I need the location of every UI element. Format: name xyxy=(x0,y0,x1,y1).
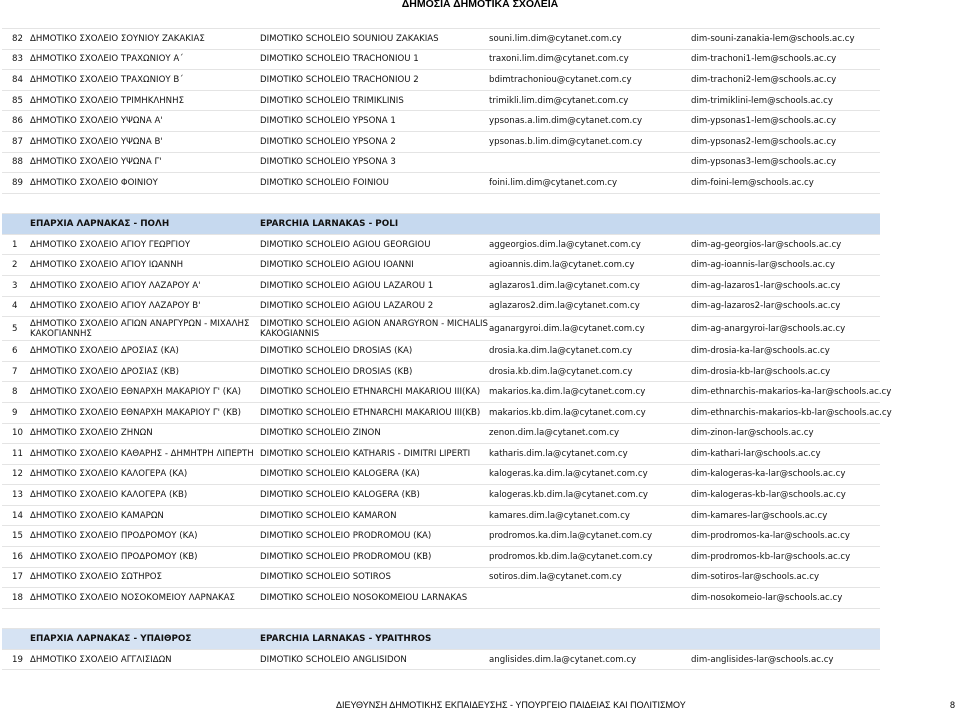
school-number: 89 xyxy=(12,177,23,188)
school-email: drosia.kb.dim.la@cytanet.com.cy xyxy=(489,366,633,377)
school-schools-email: dim-anglisides-lar@schools.ac.cy xyxy=(691,654,834,665)
table-row xyxy=(2,588,880,609)
table-row xyxy=(2,70,880,91)
school-number: 86 xyxy=(12,116,23,127)
table-row xyxy=(2,255,880,276)
table-row xyxy=(2,526,880,547)
school-email: souni.lim.dim@cytanet.com.cy xyxy=(489,33,622,44)
school-name-latin: DIMOTIKO SCHOLEIO KAMARON xyxy=(260,510,397,521)
school-number: 8 xyxy=(12,387,18,398)
school-name-latin: DIMOTIKO SCHOLEIO KATHARIS - DIMITRI LIPERTI xyxy=(260,448,471,459)
table-row xyxy=(2,465,880,486)
school-number: 14 xyxy=(12,510,23,521)
school-email: aganargyroi.dim.la@cytanet.com.cy xyxy=(489,323,645,334)
school-name-latin: DIMOTIKO SCHOLEIO ZINON xyxy=(260,428,381,439)
table-row xyxy=(2,132,880,153)
school-number: 3 xyxy=(12,280,18,291)
school-schools-email: dim-ag-lazaros2-lar@schools.ac.cy xyxy=(691,301,841,312)
school-email: aglazaros1.dim.la@cytanet.com.cy xyxy=(489,280,640,291)
school-email: katharis.dim.la@cytanet.com.cy xyxy=(489,448,628,459)
school-email: prodromos.ka.dim.la@cytanet.com.cy xyxy=(489,531,653,542)
school-number: 18 xyxy=(12,593,23,604)
school-email: kalogeras.kb.dim.la@cytanet.com.cy xyxy=(489,490,649,501)
school-schools-email: dim-ypsonas3-lem@schools.ac.cy xyxy=(691,157,837,168)
school-email: aggeorgios.dim.la@cytanet.com.cy xyxy=(489,239,641,250)
school-number: 4 xyxy=(12,301,18,312)
school-name-latin: DIMOTIKO SCHOLEIO PRODROMOU (KB) xyxy=(260,551,432,562)
school-name-latin: DIMOTIKO SCHOLEIO AGIOU GEORGIOU xyxy=(260,239,431,250)
school-schools-email: dim-ethnarchis-makarios-kb-lar@schools.ac.cy xyxy=(691,407,892,418)
school-email: ypsonas.b.lim.dim@cytanet.com.cy xyxy=(489,136,643,147)
school-schools-email: dim-kamares-lar@schools.ac.cy xyxy=(691,510,828,521)
school-number: 83 xyxy=(12,54,23,65)
school-schools-email: dim-drosia-kb-lar@schools.ac.cy xyxy=(691,366,831,377)
school-email: makarios.ka.dim.la@cytanet.com.cy xyxy=(489,387,646,398)
school-name-latin: DIMOTIKO SCHOLEIO TRIMIKLINIS xyxy=(260,95,404,106)
table-row xyxy=(2,547,880,568)
table-row xyxy=(2,341,880,362)
school-number: 87 xyxy=(12,136,23,147)
school-name-latin: DIMOTIKO SCHOLEIO KALOGERA (KA) xyxy=(260,469,420,480)
school-number: 17 xyxy=(12,572,23,583)
table-row xyxy=(2,153,880,174)
school-schools-email: dim-zinon-lar@schools.ac.cy xyxy=(691,428,814,439)
school-email: trimikli.lim.dim@cytanet.com.cy xyxy=(489,95,629,106)
school-name-greek: ΔΗΜΟΤΙΚΟ ΣΧΟΛΕΙΟ ΠΡΟΔΡΟΜΟΥ (ΚΒ) xyxy=(30,551,198,562)
school-name-latin: DIMOTIKO SCHOLEIO AGION ANARGYRON - MICHALIS KAKOGIANNIS xyxy=(260,318,488,339)
school-number: 10 xyxy=(12,428,23,439)
school-name-latin: DIMOTIKO SCHOLEIO YPSONA 1 xyxy=(260,116,396,127)
school-name-latin: DIMOTIKO SCHOLEIO AGIOU IOANNI xyxy=(260,260,414,271)
school-schools-email: dim-kalogeras-ka-lar@schools.ac.cy xyxy=(691,469,846,480)
table-row xyxy=(2,111,880,132)
school-schools-email: dim-souni-zanakia-lem@schools.ac.cy xyxy=(691,33,855,44)
spacer-row xyxy=(2,194,880,214)
school-schools-email: dim-ag-lazaros1-lar@schools.ac.cy xyxy=(691,280,841,291)
school-schools-email: dim-ag-ioannis-lar@schools.ac.cy xyxy=(691,260,835,271)
school-name-greek: ΔΗΜΟΤΙΚΟ ΣΧΟΛΕΙΟ ΔΡΟΣΙΑΣ (ΚΑ) xyxy=(30,345,179,356)
school-schools-email: dim-ag-anargyroi-lar@schools.ac.cy xyxy=(691,323,846,334)
school-schools-email: dim-prodromos-ka-lar@schools.ac.cy xyxy=(691,531,850,542)
school-number: 82 xyxy=(12,33,23,44)
school-schools-email: dim-kathari-lar@schools.ac.cy xyxy=(691,448,821,459)
school-number: 7 xyxy=(12,366,18,377)
school-name-greek: ΔΗΜΟΤΙΚΟ ΣΧΟΛΕΙΟ ΚΑΛΟΓΕΡΑ (ΚΒ) xyxy=(30,490,188,501)
school-number: 11 xyxy=(12,448,23,459)
spacer-row xyxy=(2,609,880,629)
school-email: sotiros.dim.la@cytanet.com.cy xyxy=(489,572,622,583)
school-name-greek: ΔΗΜΟΤΙΚΟ ΣΧΟΛΕΙΟ ΑΓΙΟΥ ΛΑΖΑΡΟΥ Β' xyxy=(30,301,201,312)
page-title: ΔΗΜΟΣΙΑ ΔΗΜΟΤΙΚΑ ΣΧΟΛΕΙΑ xyxy=(401,0,559,10)
school-name-latin: DIMOTIKO SCHOLEIO DROSIAS (KB) xyxy=(260,366,413,377)
school-name-latin: DIMOTIKO SCHOLEIO ETHNARCHI MAKARIOU III(KB) xyxy=(260,407,481,418)
school-schools-email: dim-drosia-ka-lar@schools.ac.cy xyxy=(691,345,830,356)
school-schools-email: dim-trimiklini-lem@schools.ac.cy xyxy=(691,95,833,106)
table-group-bottom xyxy=(2,650,880,671)
table-row xyxy=(2,91,880,112)
table-group-mid xyxy=(2,235,892,609)
school-name-greek: ΔΗΜΟΤΙΚΟ ΣΧΟΛΕΙΟ ΣΩΤΗΡΟΣ xyxy=(30,572,162,583)
school-number: 88 xyxy=(12,157,23,168)
school-name-greek: ΔΗΜΟΤΙΚΟ ΣΧΟΛΕΙΟ ΑΓΙΟΥ ΓΕΩΡΓΙΟΥ xyxy=(30,239,191,250)
school-email: ypsonas.a.lim.dim@cytanet.com.cy xyxy=(489,116,643,127)
school-number: 9 xyxy=(12,407,18,418)
school-name-greek: ΔΗΜΟΤΙΚΟ ΣΧΟΛΕΙΟ ΦΟΙΝΙΟΥ xyxy=(30,177,158,188)
school-name-greek: ΔΗΜΟΤΙΚΟ ΣΧΟΛΕΙΟ ΚΑΘΑΡΗΣ - ΔΗΜΗΤΡΗ ΛΙΠΕΡΤΗ xyxy=(30,448,254,459)
school-number: 13 xyxy=(12,490,23,501)
school-name-greek: ΔΗΜΟΤΙΚΟ ΣΧΟΛΕΙΟ ΣΟΥΝΙΟΥ ΖΑΚΑΚΙΑΣ xyxy=(30,33,205,44)
school-email: kalogeras.ka.dim.la@cytanet.com.cy xyxy=(489,469,648,480)
school-schools-email: dim-ag-georgios-lar@schools.ac.cy xyxy=(691,239,842,250)
school-name-greek: ΔΗΜΟΤΙΚΟ ΣΧΟΛΕΙΟ ΑΓΙΟΥ ΙΩΑΝΝΗ xyxy=(30,260,184,271)
school-schools-email: dim-sotiros-lar@schools.ac.cy xyxy=(691,572,820,583)
table-row xyxy=(2,444,880,465)
school-number: 12 xyxy=(12,469,23,480)
school-name-greek: ΔΗΜΟΤΙΚΟ ΣΧΟΛΕΙΟ ΤΡΙΜΗΚΛΗΝΗΣ xyxy=(30,95,184,106)
school-name-greek: ΔΗΜΟΤΙΚΟ ΣΧΟΛΕΙΟ ΚΑΛΟΓΕΡΑ (ΚΑ) xyxy=(30,469,188,480)
table-row xyxy=(2,235,880,256)
table-row xyxy=(2,485,880,506)
school-email: makarios.kb.dim.la@cytanet.com.cy xyxy=(489,407,646,418)
school-name-latin: DIMOTIKO SCHOLEIO SOTIROS xyxy=(260,572,391,583)
school-name-latin: DIMOTIKO SCHOLEIO AGIOU LAZAROU 2 xyxy=(260,301,434,312)
table-row xyxy=(2,568,880,589)
table-row xyxy=(2,362,880,383)
school-schools-email: dim-ypsonas2-lem@schools.ac.cy xyxy=(691,136,837,147)
school-name-greek: ΔΗΜΟΤΙΚΟ ΣΧΟΛΕΙΟ ΤΡΑΧΩΝΙΟΥ Α΄ xyxy=(30,54,184,65)
school-name-latin: DIMOTIKO SCHOLEIO YPSONA 2 xyxy=(260,136,396,147)
school-name-greek: ΔΗΜΟΤΙΚΟ ΣΧΟΛΕΙΟ ΖΗΝΩΝ xyxy=(30,428,153,439)
school-schools-email: dim-trachoni1-lem@schools.ac.cy xyxy=(691,54,837,65)
school-name-greek: ΔΗΜΟΤΙΚΟ ΣΧΟΛΕΙΟ ΚΑΜΑΡΩΝ xyxy=(30,510,164,521)
school-number: 16 xyxy=(12,551,23,562)
school-name-latin: DIMOTIKO SCHOLEIO TRACHONIOU 1 xyxy=(260,54,419,65)
school-name-greek: ΔΗΜΟΤΙΚΟ ΣΧΟΛΕΙΟ ΤΡΑΧΩΝΙΟΥ Β΄ xyxy=(30,74,184,85)
school-number: 85 xyxy=(12,95,23,106)
school-name-latin: DIMOTIKO SCHOLEIO FOINIOU xyxy=(260,177,389,188)
school-number: 84 xyxy=(12,74,23,85)
school-name-latin: DIMOTIKO SCHOLEIO ETHNARCHI MAKARIOU III(KA) xyxy=(260,387,481,398)
table-row xyxy=(2,382,892,403)
school-name-greek: ΔΗΜΟΤΙΚΟ ΣΧΟΛΕΙΟ ΥΨΩΝΑ Α' xyxy=(30,116,163,127)
school-number: 2 xyxy=(12,260,18,271)
table-row xyxy=(2,506,880,527)
school-schools-email: dim-prodromos-kb-lar@schools.ac.cy xyxy=(691,551,851,562)
section-title-greek: ΕΠΑΡΧΙΑ ΛΑΡΝΑΚΑΣ - ΥΠΑΙΘΡΟΣ xyxy=(30,633,192,644)
table-row xyxy=(2,29,880,50)
school-name-greek: ΔΗΜΟΤΙΚΟ ΣΧΟΛΕΙΟ ΔΡΟΣΙΑΣ (ΚΒ) xyxy=(30,366,179,377)
section-header-larnaka-city xyxy=(2,214,880,235)
school-schools-email: dim-ypsonas1-lem@schools.ac.cy xyxy=(691,116,837,127)
school-name-latin: DIMOTIKO SCHOLEIO AGIOU LAZAROU 1 xyxy=(260,280,434,291)
school-name-latin: DIMOTIKO SCHOLEIO DROSIAS (KA) xyxy=(260,345,413,356)
school-schools-email: dim-foini-lem@schools.ac.cy xyxy=(691,177,814,188)
school-email: kamares.dim.la@cytanet.com.cy xyxy=(489,510,630,521)
school-name-latin: DIMOTIKO SCHOLEIO TRACHONIOU 2 xyxy=(260,74,419,85)
table-row xyxy=(2,297,880,318)
table-row xyxy=(2,173,880,194)
school-number: 19 xyxy=(12,654,23,665)
school-schools-email: dim-ethnarchis-makarios-ka-lar@schools.ac.cy xyxy=(691,387,892,398)
table-row xyxy=(2,317,880,341)
school-email: foini.lim.dim@cytanet.com.cy xyxy=(489,177,618,188)
section-title-latin: EPARCHIA LARNAKAS - POLI xyxy=(260,218,399,229)
school-number: 5 xyxy=(12,323,18,334)
school-email: drosia.ka.dim.la@cytanet.com.cy xyxy=(489,345,633,356)
school-name-greek: ΔΗΜΟΤΙΚΟ ΣΧΟΛΕΙΟ ΕΘΝΑΡΧΗ ΜΑΚΑΡΙΟΥ Γ' (ΚΒ) xyxy=(30,407,242,418)
school-name-greek: ΔΗΜΟΤΙΚΟ ΣΧΟΛΕΙΟ ΑΓΙΩΝ ΑΝΑΡΓΥΡΩΝ - ΜΙΧΑΛΗΣ ΚΑΚΟΓΙΑΝΝΗΣ xyxy=(30,318,250,339)
school-email: zenon.dim.la@cytanet.com.cy xyxy=(489,428,620,439)
school-email: bdimtrachoniou@cytanet.com.cy xyxy=(489,74,632,85)
school-email: traxoni.lim.dim@cytanet.com.cy xyxy=(489,54,629,65)
table-row xyxy=(2,50,880,71)
school-name-latin: DIMOTIKO SCHOLEIO KALOGERA (KB) xyxy=(260,490,420,501)
school-email: agioannis.dim.la@cytanet.com.cy xyxy=(489,260,635,271)
school-schools-email: dim-nosokomeio-lar@schools.ac.cy xyxy=(691,593,843,604)
section-title-latin: EPARCHIA LARNAKAS - YPAITHROS xyxy=(260,633,432,644)
school-name-greek: ΔΗΜΟΤΙΚΟ ΣΧΟΛΕΙΟ ΝΟΣΟΚΟΜΕΙΟΥ ΛΑΡΝΑΚΑΣ xyxy=(30,593,235,604)
school-number: 15 xyxy=(12,531,23,542)
school-name-latin: DIMOTIKO SCHOLEIO YPSONA 3 xyxy=(260,157,396,168)
page-footer: ΔΙΕΥΘΥΝΣΗ ΔΗΜΟΤΙΚΗΣ ΕΚΠΑΙΔΕΥΣΗΣ - ΥΠΟΥΡΓΕΙΟ ΠΑΙΔΕΙΑΣ ΚΑΙ ΠΟΛΙΤΙΣΜΟΥ xyxy=(336,700,686,710)
school-email: prodromos.kb.dim.la@cytanet.com.cy xyxy=(489,551,653,562)
school-name-greek: ΔΗΜΟΤΙΚΟ ΣΧΟΛΕΙΟ ΠΡΟΔΡΟΜΟΥ (ΚΑ) xyxy=(30,531,198,542)
school-schools-email: dim-trachoni2-lem@schools.ac.cy xyxy=(691,74,837,85)
table-row xyxy=(2,276,880,297)
section-title-greek: ΕΠΑΡΧΙΑ ΛΑΡΝΑΚΑΣ - ΠΟΛΗ xyxy=(30,218,170,229)
table-row xyxy=(2,424,880,445)
school-name-greek: ΔΗΜΟΤΙΚΟ ΣΧΟΛΕΙΟ ΑΓΓΛΙΣΙΔΩΝ xyxy=(30,654,172,665)
table-group-top xyxy=(2,29,880,194)
table-row xyxy=(2,403,892,424)
school-number: 1 xyxy=(12,239,18,250)
schools-table xyxy=(2,28,892,670)
school-name-latin: DIMOTIKO SCHOLEIO SOUNIOU ZAKAKIAS xyxy=(260,33,439,44)
page-number: 8 xyxy=(950,700,956,710)
table-row xyxy=(2,650,880,671)
school-name-greek: ΔΗΜΟΤΙΚΟ ΣΧΟΛΕΙΟ ΥΨΩΝΑ Γ' xyxy=(30,157,162,168)
school-name-latin: DIMOTIKO SCHOLEIO ANGLISIDON xyxy=(260,654,407,665)
school-name-greek: ΔΗΜΟΤΙΚΟ ΣΧΟΛΕΙΟ ΑΓΙΟΥ ΛΑΖΑΡΟΥ Α' xyxy=(30,280,201,291)
section-header-larnaka-rural xyxy=(2,629,880,650)
school-name-greek: ΔΗΜΟΤΙΚΟ ΣΧΟΛΕΙΟ ΕΘΝΑΡΧΗ ΜΑΚΑΡΙΟΥ Γ' (ΚΑ) xyxy=(30,387,241,398)
school-email: anglisides.dim.la@cytanet.com.cy xyxy=(489,654,637,665)
school-name-greek: ΔΗΜΟΤΙΚΟ ΣΧΟΛΕΙΟ ΥΨΩΝΑ Β' xyxy=(30,136,163,147)
school-schools-email: dim-kalogeras-kb-lar@schools.ac.cy xyxy=(691,490,846,501)
school-name-latin: DIMOTIKO SCHOLEIO NOSOKOMEIOU LARNAKAS xyxy=(260,593,468,604)
school-name-latin: DIMOTIKO SCHOLEIO PRODROMOU (KA) xyxy=(260,531,432,542)
school-number: 6 xyxy=(12,345,18,356)
school-email: aglazaros2.dim.la@cytanet.com.cy xyxy=(489,301,640,312)
